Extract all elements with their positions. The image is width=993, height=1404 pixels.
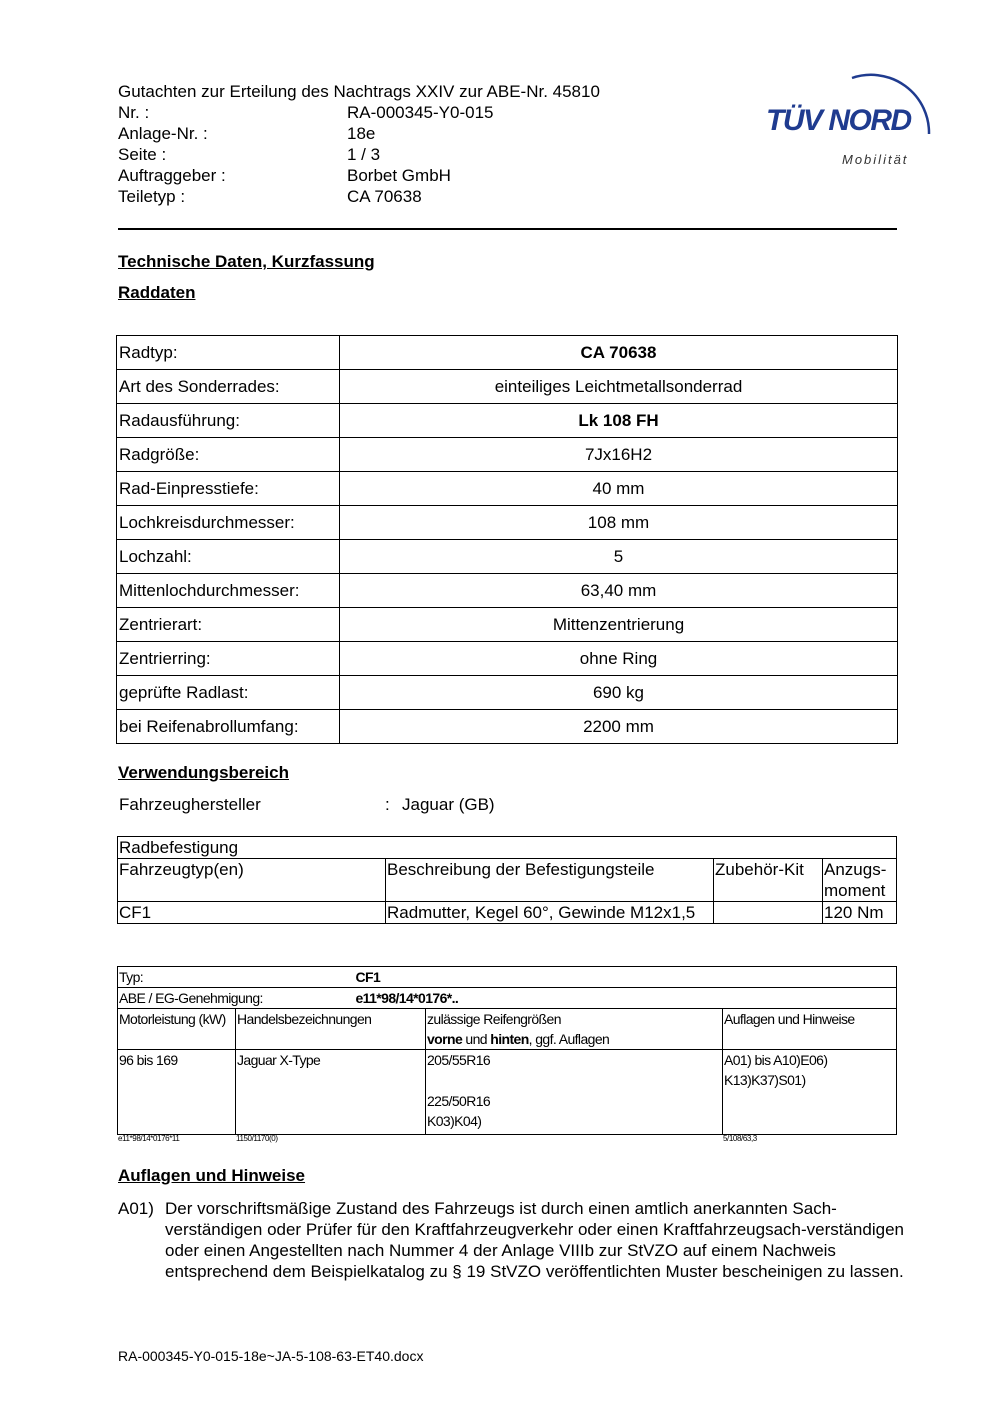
footer-filename: RA-000345-Y0-015-18e~JA-5-108-63-ET40.docx xyxy=(118,1348,424,1364)
header-row-auftraggeber: Auftraggeber : Borbet GmbH xyxy=(118,166,451,185)
typ-footnote-2: 1150/1170(0) xyxy=(236,1134,278,1143)
a01-code: A01) xyxy=(118,1199,154,1218)
header-row-anlage: Anlage-Nr. : 18e xyxy=(118,124,376,143)
section-technische-daten: Technische Daten, Kurzfassung xyxy=(118,252,375,271)
document-title: Gutachten zur Erteilung des Nachtrags XXIV zur ABE-Nr. 45810 xyxy=(118,82,600,101)
table-row: Lochkreisdurchmesser: 108 mm xyxy=(117,506,898,540)
hersteller-value: Jaguar (GB) xyxy=(402,795,495,814)
typ-footnote-3: 5/108/63,3 xyxy=(723,1134,757,1143)
hersteller-row xyxy=(119,794,719,815)
hersteller-label: Fahrzeughersteller xyxy=(119,795,261,814)
typ-table xyxy=(117,966,897,1135)
header-row-seite: Seite : 1 / 3 xyxy=(118,145,381,164)
radbefestigung-table xyxy=(117,836,897,924)
table-row: Zentrierring: ohne Ring xyxy=(117,642,898,676)
table-row: Radausführung: Lk 108 FH xyxy=(117,404,898,438)
tuv-nord-logo xyxy=(764,56,944,176)
table-row: Rad-Einpresstiefe: 40 mm xyxy=(117,472,898,506)
typ-footnote-1: e11*98/14*0176*11 xyxy=(118,1134,180,1143)
section-raddaten: Raddaten xyxy=(118,283,196,302)
table-row: Radtyp: CA 70638 xyxy=(117,336,898,370)
hersteller-sep: : xyxy=(385,795,390,814)
table-row: Typ: CF1 xyxy=(118,967,897,988)
raddaten-table xyxy=(116,335,898,744)
logo-text: TÜV NORD xyxy=(766,104,911,137)
table-row: Radbefestigung xyxy=(118,837,897,859)
table-row: Zentrierart: Mittenzentrierung xyxy=(117,608,898,642)
table-row: Motorleistung (kW) Handelsbezeichnungen zulässige Reifengrößen vorne und hinten, ggf. Auflagen Auflagen und Hinweise xyxy=(118,1009,897,1050)
table-row: Mittenlochdurchmesser: 63,40 mm xyxy=(117,574,898,608)
header-divider xyxy=(118,228,897,230)
header-row-nr: Nr. : RA-000345-Y0-015 xyxy=(118,103,494,122)
a01-text: Der vorschriftsmäßige Zustand des Fahrzeugs ist durch einen amtlich anerkannten Sach-verständigen oder Prüfer für den Kraftfahrzeugverkehr oder einen Kraftfahrzeugsach-verständigen oder einen Angestellten nach Nummer 4 der Anlage VIIIb zur StVZO auf einem Nachweis entsprechend dem Beispielkatalog zu § 19 StVZO veröffentlichten Muster bescheinigen zu lassen. xyxy=(165,1199,904,1281)
section-verwendungsbereich: Verwendungsbereich xyxy=(118,763,289,782)
logo-subtitle: Mobilität xyxy=(842,152,909,167)
table-row: 96 bis 169 Jaguar X-Type 205/55R16 225/50R16 K03)K04) A01) bis A10)E06) K13)K37)S01) xyxy=(118,1050,897,1135)
table-row: Art des Sonderrades: einteiliges Leichtmetallsonderrad xyxy=(117,370,898,404)
table-row: ABE / EG-Genehmigung: e11*98/14*0176*.. xyxy=(118,988,897,1009)
document-header xyxy=(118,81,600,207)
table-row: CF1 Radmutter, Kegel 60°, Gewinde M12x1,5 120 Nm xyxy=(118,902,897,924)
section-auflagen: Auflagen und Hinweise xyxy=(118,1166,306,1185)
table-row: geprüfte Radlast: 690 kg xyxy=(117,676,898,710)
table-row: Lochzahl: 5 xyxy=(117,540,898,574)
header-row-teiletyp: Teiletyp : CA 70638 xyxy=(118,187,422,206)
table-row: bei Reifenabrollumfang: 2200 mm xyxy=(117,710,898,744)
table-row: Radgröße: 7Jx16H2 xyxy=(117,438,898,472)
table-row: Fahrzeugtyp(en) Beschreibung der Befestigungsteile Zubehör-Kit Anzugs-moment xyxy=(118,859,897,902)
